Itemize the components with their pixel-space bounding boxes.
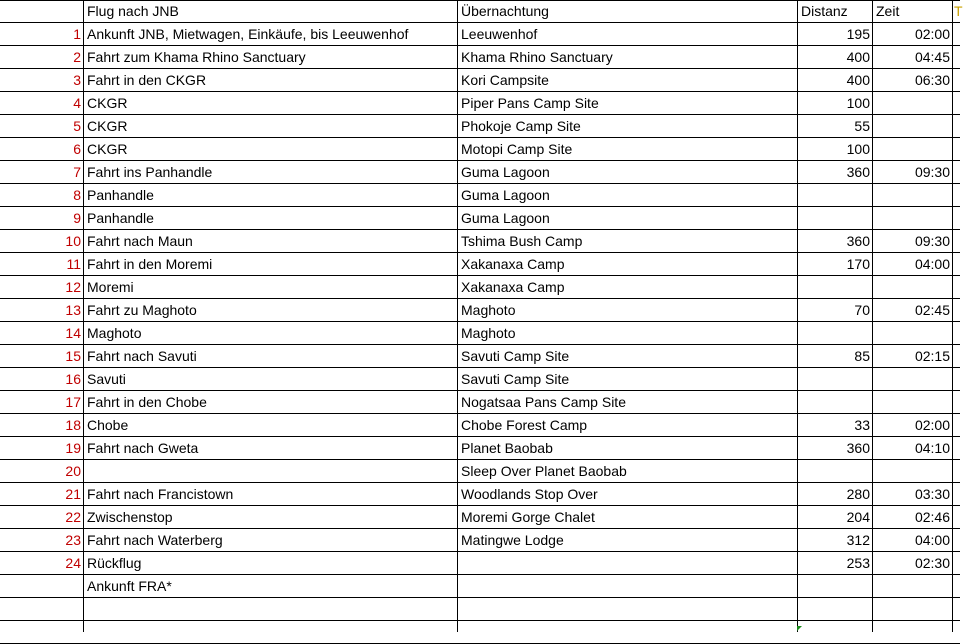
table-row [0, 92, 960, 115]
day-number-cell[interactable]: 21 [65, 486, 81, 502]
day-number-cell[interactable]: 22 [65, 509, 81, 525]
extra-cell[interactable] [953, 69, 960, 91]
day-number-cell[interactable]: 24 [65, 555, 81, 571]
distance-cell[interactable]: 100 [846, 95, 870, 111]
overnight-cell[interactable]: Xakanaxa Camp [461, 256, 565, 272]
extra-cell[interactable] [953, 552, 960, 574]
extra-cell[interactable] [953, 276, 960, 298]
day-number-cell[interactable] [0, 621, 83, 643]
route-cell[interactable]: Fahrt nach Francistown [87, 486, 234, 502]
table-row [0, 506, 960, 529]
distance-cell[interactable]: 100 [846, 141, 870, 157]
route-cell[interactable]: CKGR [87, 95, 128, 111]
route-cell[interactable] [84, 598, 457, 620]
day-number-cell[interactable]: 18 [65, 417, 81, 433]
overnight-cell[interactable]: Woodlands Stop Over [461, 486, 598, 502]
route-cell[interactable]: CKGR [87, 118, 128, 134]
distance-cell[interactable]: 195 [846, 26, 870, 42]
route-cell[interactable]: Fahrt in den CKGR [87, 72, 207, 88]
time-cell[interactable] [873, 460, 952, 482]
extra-cell[interactable] [953, 437, 960, 459]
time-cell[interactable] [873, 368, 952, 390]
extra-cell[interactable] [953, 230, 960, 252]
distance-cell[interactable] [798, 207, 872, 229]
distance-cell[interactable]: 55 [854, 118, 870, 134]
day-number-cell[interactable]: 9 [73, 210, 81, 226]
day-number-cell[interactable]: 23 [65, 532, 81, 548]
overnight-cell[interactable]: Leeuwenhof [461, 26, 538, 42]
column-divider [872, 0, 873, 632]
day-number-cell[interactable]: 20 [65, 463, 81, 479]
day-number-cell[interactable]: 4 [73, 95, 81, 111]
route-cell[interactable]: Maghoto [87, 325, 142, 341]
table-row [0, 529, 960, 552]
extra-cell[interactable] [953, 184, 960, 206]
distance-cell[interactable]: 70 [854, 302, 870, 318]
route-cell[interactable]: Fahrt zum Khama Rhino Sanctuary [87, 49, 306, 65]
extra-cell[interactable] [953, 207, 960, 229]
route-cell[interactable]: Rückflug [87, 555, 142, 571]
time-cell[interactable]: 02:45 [914, 302, 950, 318]
table-row [0, 161, 960, 184]
overnight-cell[interactable]: Guma Lagoon [461, 164, 550, 180]
table-row [0, 69, 960, 92]
column-divider [952, 0, 953, 632]
route-cell[interactable]: Ankunft FRA* [87, 578, 172, 594]
time-cell[interactable]: 02:30 [914, 555, 950, 571]
cell-error-indicator-icon [797, 626, 802, 631]
day-number-cell[interactable]: 7 [73, 164, 81, 180]
route-cell[interactable]: Chobe [87, 417, 129, 433]
overnight-cell[interactable]: Khama Rhino Sanctuary [461, 49, 613, 65]
route-cell[interactable]: Fahrt nach Gweta [87, 440, 199, 456]
overnight-cell[interactable] [458, 621, 797, 643]
day-number-cell[interactable]: 6 [73, 141, 81, 157]
overnight-cell[interactable] [458, 575, 797, 597]
table-row [0, 207, 960, 230]
route-cell[interactable]: Fahrt nach Savuti [87, 348, 197, 364]
distance-cell[interactable] [798, 575, 872, 597]
time-cell[interactable] [873, 621, 952, 643]
table-row [0, 322, 960, 345]
extra-cell[interactable] [953, 368, 960, 390]
header-row [0, 0, 963, 23]
extra-cell[interactable] [953, 391, 960, 413]
overnight-cell[interactable]: Planet Baobab [461, 440, 553, 456]
distance-cell[interactable]: 204 [846, 509, 870, 525]
extra-cell[interactable] [953, 23, 960, 45]
time-cell[interactable]: 04:00 [914, 532, 950, 548]
day-number-cell[interactable]: 8 [73, 187, 81, 203]
distance-cell[interactable]: 400 [846, 49, 870, 65]
extra-cell[interactable] [953, 529, 960, 551]
time-cell[interactable] [873, 207, 952, 229]
table-row [0, 115, 960, 138]
overnight-cell[interactable]: Phokoje Camp Site [461, 118, 581, 134]
time-cell[interactable]: 02:46 [914, 509, 950, 525]
overnight-cell[interactable]: Motopi Camp Site [461, 141, 573, 157]
time-cell[interactable] [873, 184, 952, 206]
extra-cell[interactable] [953, 598, 960, 620]
extra-cell[interactable] [953, 161, 960, 183]
overnight-cell[interactable]: Piper Pans Camp Site [461, 95, 599, 111]
time-cell[interactable]: 02:00 [914, 417, 950, 433]
route-cell[interactable]: Fahrt zu Maghoto [87, 302, 197, 318]
table-row [0, 138, 960, 161]
overnight-cell[interactable]: Maghoto [461, 325, 516, 341]
time-cell[interactable]: 04:00 [914, 256, 950, 272]
column-divider [83, 0, 84, 632]
table-row [0, 276, 960, 299]
column-divider [797, 0, 798, 632]
route-cell[interactable]: Savuti [87, 371, 126, 387]
route-cell[interactable]: Fahrt in den Moremi [87, 256, 213, 272]
day-number-cell[interactable]: 14 [65, 325, 81, 341]
header-cell-route[interactable]: Flug nach JNB [87, 3, 179, 19]
distance-cell[interactable]: 85 [854, 348, 870, 364]
distance-cell[interactable]: 400 [846, 72, 870, 88]
overnight-cell[interactable]: Tshima Bush Camp [461, 233, 583, 249]
extra-cell[interactable] [953, 460, 960, 482]
table-row [0, 368, 960, 391]
column-divider [457, 0, 458, 632]
distance-cell[interactable]: 360 [846, 164, 870, 180]
table-row [0, 23, 960, 46]
route-cell[interactable]: Fahrt ins Panhandle [87, 164, 213, 180]
extra-cell[interactable] [953, 46, 960, 68]
table-row [0, 253, 960, 276]
time-cell[interactable]: 04:10 [914, 440, 950, 456]
header-cell-distance[interactable]: Distanz [801, 3, 848, 19]
time-cell[interactable]: 03:30 [914, 486, 950, 502]
table-row [0, 575, 960, 598]
time-cell[interactable]: 06:30 [914, 72, 950, 88]
header-cell-extra[interactable]: T [954, 3, 963, 19]
distance-cell[interactable]: 280 [846, 486, 870, 502]
route-cell[interactable]: Fahrt nach Waterberg [87, 532, 223, 548]
extra-cell[interactable] [953, 345, 960, 367]
extra-cell[interactable] [953, 138, 960, 160]
distance-cell[interactable]: 312 [846, 532, 870, 548]
day-number-cell[interactable]: 13 [65, 302, 81, 318]
overnight-cell[interactable]: Savuti Camp Site [461, 371, 570, 387]
distance-cell[interactable] [798, 276, 872, 298]
distance-cell[interactable] [798, 621, 872, 643]
distance-cell[interactable]: 253 [846, 555, 870, 571]
overnight-cell[interactable]: Xakanaxa Camp [461, 279, 565, 295]
route-cell[interactable]: CKGR [87, 141, 128, 157]
day-number-cell[interactable]: 15 [65, 348, 81, 364]
time-cell[interactable] [873, 138, 952, 160]
route-cell[interactable] [84, 621, 457, 643]
overnight-cell[interactable]: Matingwe Lodge [461, 532, 564, 548]
table-row [0, 460, 960, 483]
table-row [0, 414, 960, 437]
table-row [0, 391, 960, 414]
distance-cell[interactable] [798, 391, 872, 413]
extra-cell[interactable] [953, 483, 960, 505]
extra-cell[interactable] [953, 299, 960, 321]
route-cell[interactable]: Fahrt in den Chobe [87, 394, 207, 410]
extra-cell[interactable] [953, 322, 960, 344]
distance-cell[interactable]: 360 [846, 440, 870, 456]
overnight-cell[interactable]: Guma Lagoon [461, 210, 550, 226]
table-row [0, 437, 960, 460]
table-row [0, 552, 960, 575]
extra-cell[interactable] [953, 506, 960, 528]
extra-cell[interactable] [953, 253, 960, 275]
time-cell[interactable]: 04:45 [914, 49, 950, 65]
time-cell[interactable] [873, 115, 952, 137]
overnight-cell[interactable] [458, 552, 797, 574]
extra-cell[interactable] [953, 92, 960, 114]
extra-cell[interactable] [953, 621, 960, 643]
overnight-cell[interactable]: Savuti Camp Site [461, 348, 570, 364]
distance-cell[interactable]: 33 [854, 417, 870, 433]
table-row [0, 483, 960, 506]
day-number-cell[interactable]: 2 [73, 49, 81, 65]
time-cell[interactable]: 02:00 [914, 26, 950, 42]
overnight-cell[interactable]: Maghoto [461, 302, 516, 318]
table-row [0, 345, 960, 368]
day-number-cell[interactable]: 12 [65, 279, 81, 295]
route-cell[interactable]: Zwischenstop [87, 509, 173, 525]
distance-cell[interactable] [798, 368, 872, 390]
day-number-cell[interactable]: 3 [73, 72, 81, 88]
distance-cell[interactable]: 170 [846, 256, 870, 272]
time-cell[interactable] [873, 575, 952, 597]
route-cell[interactable] [84, 460, 457, 482]
overnight-cell[interactable] [458, 598, 797, 620]
route-cell[interactable]: Ankunft JNB, Mietwagen, Einkäufe, bis Leeuwenhof [87, 26, 409, 42]
time-cell[interactable] [873, 276, 952, 298]
distance-cell[interactable] [798, 322, 872, 344]
table-row [0, 621, 960, 644]
overnight-cell[interactable]: Guma Lagoon [461, 187, 550, 203]
route-cell[interactable]: Moremi [87, 279, 134, 295]
day-number-cell[interactable] [0, 598, 83, 620]
extra-cell[interactable] [953, 575, 960, 597]
day-number-cell[interactable]: 5 [73, 118, 81, 134]
day-number-cell[interactable] [0, 575, 83, 597]
overnight-cell[interactable]: Chobe Forest Camp [461, 417, 588, 433]
header-cell-overnight[interactable]: Übernachtung [461, 3, 549, 19]
route-cell[interactable]: Fahrt nach Maun [87, 233, 193, 249]
day-number-cell[interactable]: 17 [65, 394, 81, 410]
table-row [0, 598, 960, 621]
extra-cell[interactable] [953, 115, 960, 137]
time-cell[interactable] [873, 391, 952, 413]
distance-cell[interactable] [798, 460, 872, 482]
table-row [0, 299, 960, 322]
header-cell-day[interactable] [0, 0, 83, 22]
time-cell[interactable]: 09:30 [914, 233, 950, 249]
time-cell[interactable]: 09:30 [914, 164, 950, 180]
table-row [0, 46, 960, 69]
header-cell-time[interactable]: Zeit [876, 3, 900, 19]
day-number-cell[interactable]: 1 [73, 26, 81, 42]
route-cell[interactable]: Panhandle [87, 187, 154, 203]
table-row [0, 230, 960, 253]
time-cell[interactable] [873, 322, 952, 344]
day-number-cell[interactable]: 11 [66, 256, 81, 272]
route-cell[interactable]: Panhandle [87, 210, 154, 226]
distance-cell[interactable]: 360 [846, 233, 870, 249]
day-number-cell[interactable]: 19 [65, 440, 81, 456]
time-cell[interactable] [873, 598, 952, 620]
overnight-cell[interactable]: Nogatsaa Pans Camp Site [461, 394, 626, 410]
day-number-cell[interactable]: 16 [65, 371, 81, 387]
overnight-cell[interactable]: Kori Campsite [461, 72, 549, 88]
table-row [0, 184, 960, 207]
overnight-cell[interactable]: Sleep Over Planet Baobab [461, 463, 627, 479]
distance-cell[interactable] [798, 598, 872, 620]
distance-cell[interactable] [798, 184, 872, 206]
day-number-cell[interactable]: 10 [65, 233, 81, 249]
overnight-cell[interactable]: Moremi Gorge Chalet [461, 509, 595, 525]
time-cell[interactable]: 02:15 [914, 348, 950, 364]
extra-cell[interactable] [953, 414, 960, 436]
time-cell[interactable] [873, 92, 952, 114]
